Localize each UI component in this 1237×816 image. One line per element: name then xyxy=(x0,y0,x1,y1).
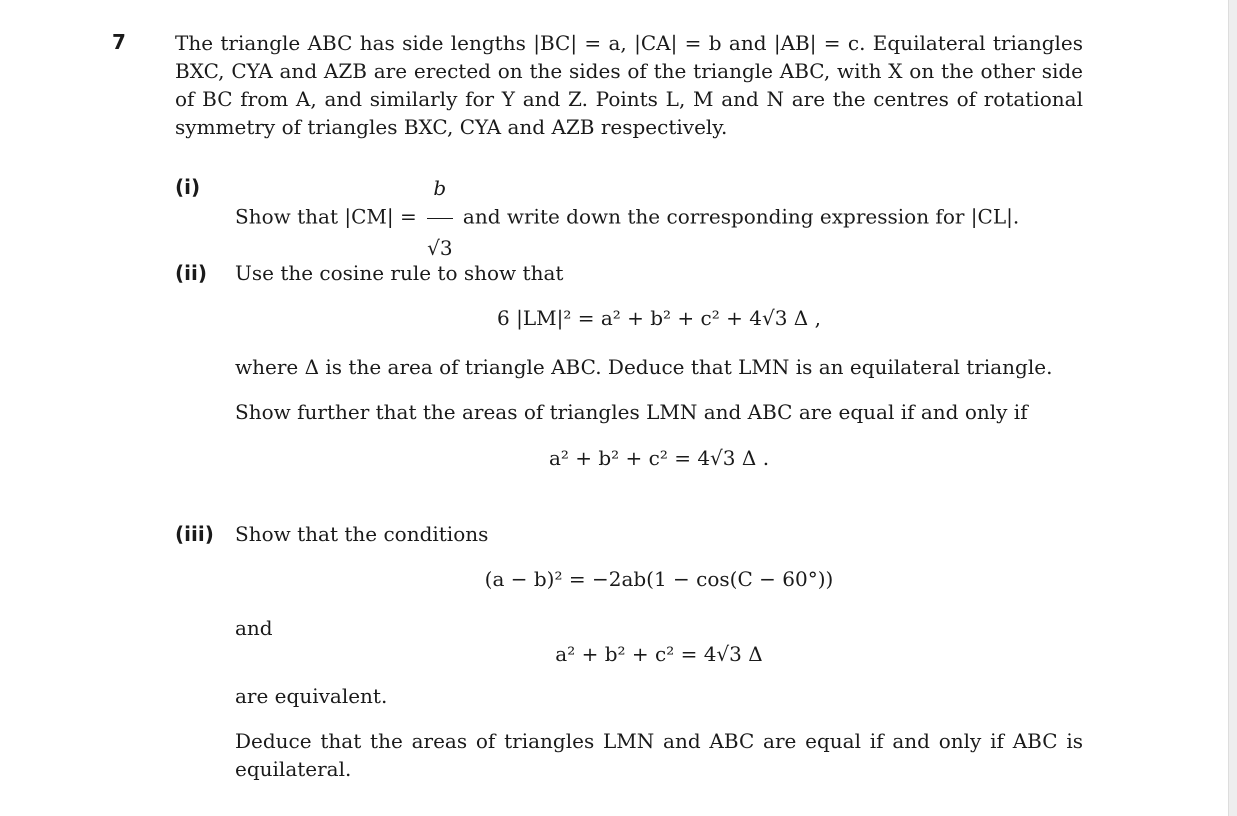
part-i-label: (i) xyxy=(175,175,201,199)
part-i-text-after: and write down the corresponding expression for |CL|. xyxy=(462,204,1020,229)
part-ii-line2: where Δ is the area of triangle ABC. Deduce that LMN is an equilateral triangle. xyxy=(235,355,1053,379)
part-iii-line2: are equivalent. xyxy=(235,684,388,708)
question-intro: The triangle ABC has side lengths |BC| = a, |CA| = b and |AB| = c. Equilateral triangles BXC, CYA and AZB are erected on the sides of the triangle ABC, with X on the other side of BC from A, and similarly for Y and Z. Points L, M and N are the centres of rotational symmetry of triangles BXC, CYA and AZB respectively. xyxy=(175,31,1083,139)
part-ii-label: (ii) xyxy=(175,261,207,285)
page-edge-strip xyxy=(1228,0,1237,816)
part-i-text-before: Show that |CM| = xyxy=(235,204,417,229)
part-i-fraction-denominator: √3 xyxy=(427,236,453,260)
part-ii-line3: Show further that the areas of triangles LMN and ABC are equal if and only if xyxy=(235,400,1028,424)
part-iii-line3: Deduce that the areas of triangles LMN and ABC are equal if and only if ABC is equilateral. xyxy=(235,729,1083,781)
part-i-fraction-numerator: b xyxy=(427,160,452,219)
part-iii-label: (iii) xyxy=(175,522,214,546)
part-iii-equation1: (a − b)² = −2ab(1 − cos(C − 60°)) xyxy=(484,567,834,591)
part-iii-equation2: a² + b² + c² = 4√3 Δ xyxy=(555,642,763,666)
question-number: 7 xyxy=(112,30,126,54)
part-ii-line1: Use the cosine rule to show that xyxy=(235,261,564,285)
part-iii-line1: Show that the conditions xyxy=(235,522,489,546)
part-ii-equation2: a² + b² + c² = 4√3 Δ . xyxy=(548,446,770,470)
part-iii-and-word: and xyxy=(235,616,273,640)
part-ii-equation1: 6 |LM|² = a² + b² + c² + 4√3 Δ , xyxy=(497,306,821,330)
